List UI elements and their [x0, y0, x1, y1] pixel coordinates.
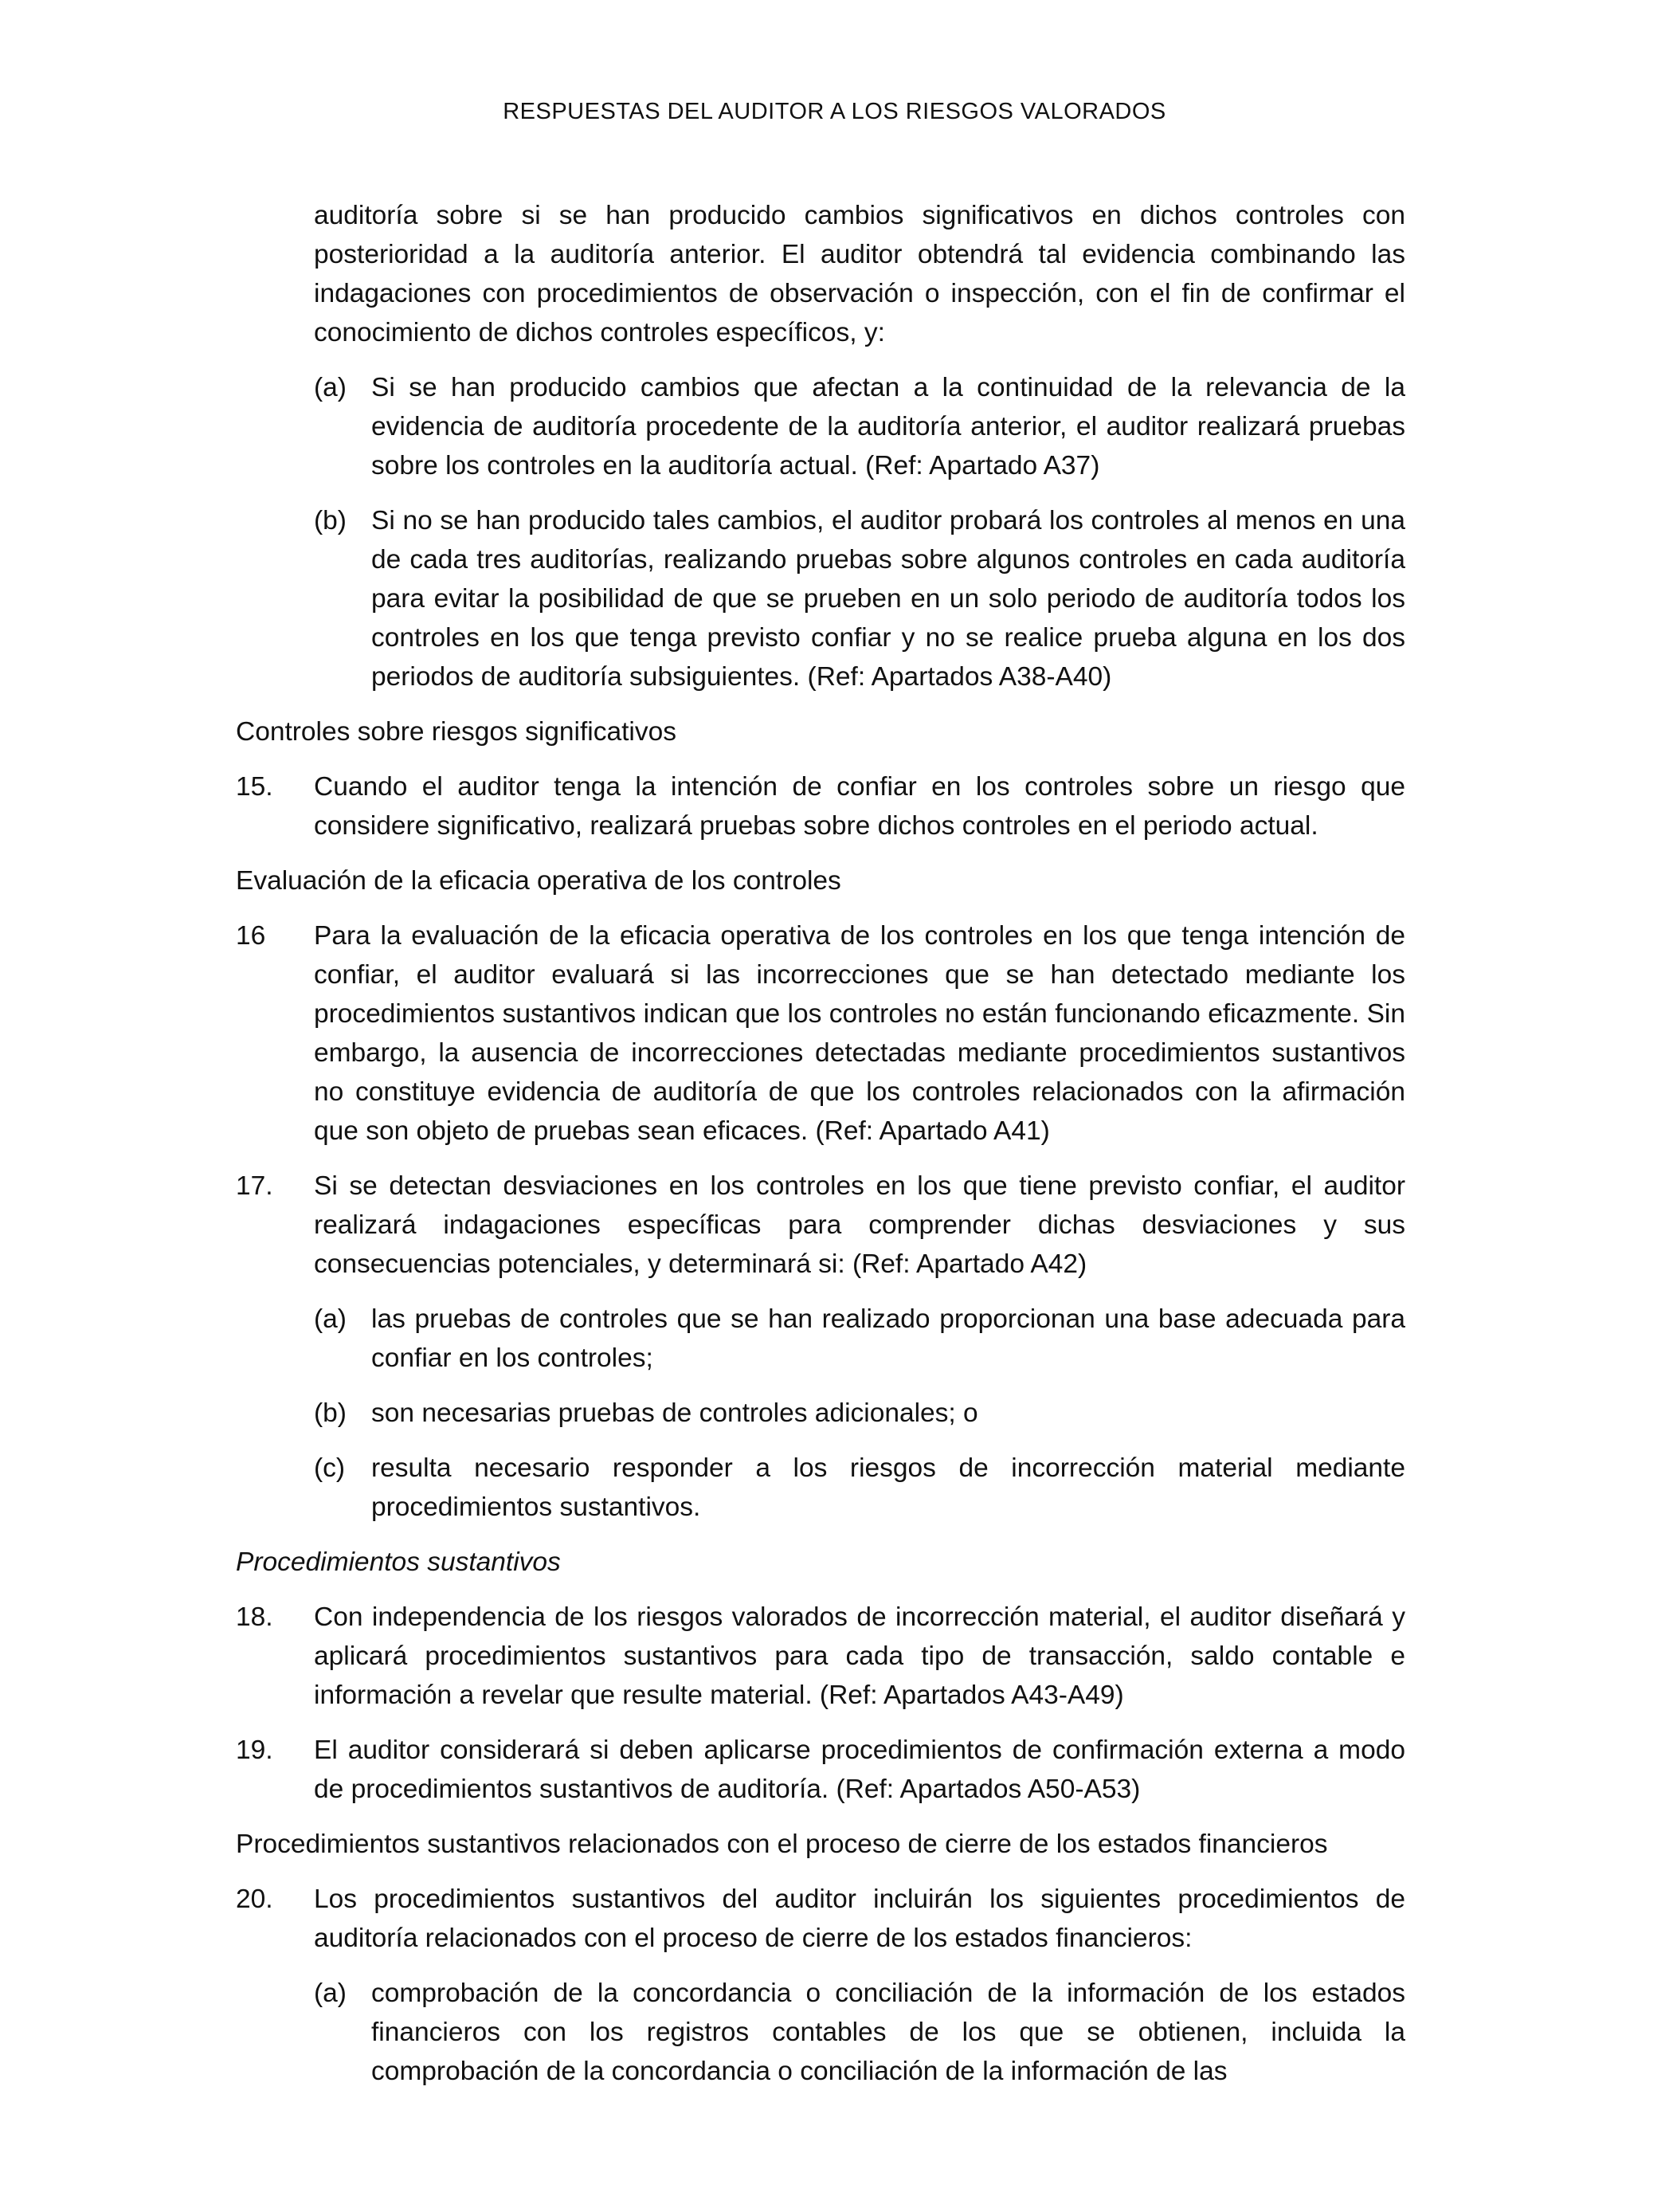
numbered-paragraph	[236, 1880, 1405, 1958]
paragraph-number: 19.	[236, 1735, 273, 1765]
paragraph-text: Cuando el auditor tenga la intención de confiar en los controles sobre un riesgo que considere significativo, realizará pruebas sobre dichos controles en el periodo actual.	[314, 772, 1405, 841]
section-heading: Evaluación de la eficacia operativa de los controles	[236, 866, 841, 896]
numbered-paragraph	[236, 1731, 1405, 1809]
numbered-paragraph	[236, 1167, 1405, 1284]
list-item-label: (a)	[314, 1304, 347, 1334]
list-item-text: resulta necesario responder a los riesgos de incorrección material mediante procedimientos sustantivos.	[371, 1453, 1405, 1522]
list-item-label: (c)	[314, 1453, 346, 1483]
list-item-label: (b)	[314, 1398, 347, 1428]
paragraph-number: 18.	[236, 1602, 273, 1632]
section-heading: Controles sobre riesgos significativos	[236, 717, 676, 747]
list-item-text: las pruebas de controles que se han realizado proporcionan una base adecuada para confiar en los controles;	[371, 1304, 1405, 1373]
intro-paragraph: auditoría sobre si se han producido cambios significativos en dichos controles con posterioridad a la auditoría anterior. El auditor obtendrá tal evidencia combinando las indagaciones con procedimientos de observación o inspección, con el fin de confirmar el conocimiento de dichos controles específicos, y:	[314, 201, 1405, 347]
list-item-text: Si se han producido cambios que afectan a la continuidad de la relevancia de la evidencia de auditoría procedente de la auditoría anterior, el auditor realizará pruebas sobre los controles en la auditoría actual. (Ref: Apartado A37)	[371, 373, 1405, 480]
paragraph-text: Si se detectan desviaciones en los controles en los que tiene previsto confiar, el auditor realizará indagaciones específicas para comprender dichas desviaciones y sus consecuencias potenciales, y determinará si: (Ref: Apartado A42)	[314, 1171, 1405, 1279]
list-item	[314, 1974, 1405, 2091]
section-heading: Procedimientos sustantivos relacionados con el proceso de cierre de los estados financieros	[236, 1830, 1328, 1859]
list-item	[314, 1300, 1405, 1378]
paragraph-text: Con independencia de los riesgos valorados de incorrección material, el auditor diseñará y aplicará procedimientos sustantivos para cada tipo de transacción, saldo contable e información a revelar que resulte material. (Ref: Apartados A43-A49)	[314, 1602, 1405, 1710]
paragraph-number: 17.	[236, 1171, 273, 1201]
list-item	[314, 368, 1405, 485]
list-item-text: son necesarias pruebas de controles adicionales; o	[371, 1398, 978, 1428]
list-item	[314, 501, 1405, 696]
list-item-text: Si no se han producido tales cambios, el auditor probará los controles al menos en una de cada tres auditorías, realizando pruebas sobre algunos controles en cada auditoría para evitar la posibilidad de que se prueben en un solo periodo de auditoría todos los controles en los que tenga previsto confiar y no se realice prueba alguna en los dos periodos de auditoría subsiguientes. (Ref: Apartados A38-A40)	[371, 506, 1405, 692]
running-header: RESPUESTAS DEL AUDITOR A LOS RIESGOS VALORADOS	[503, 99, 1166, 124]
paragraph-number: 15.	[236, 772, 273, 802]
paragraph-text: El auditor considerará si deben aplicarse procedimientos de confirmación externa a modo de procedimientos sustantivos de auditoría. (Ref: Apartados A50-A53)	[314, 1735, 1405, 1804]
list-item-text: comprobación de la concordancia o conciliación de la información de los estados financieros con los registros contables de los que se obtienen, incluida la comprobación de la concordancia o conciliación de la información de las	[371, 1979, 1405, 2086]
paragraph-number: 16	[236, 921, 266, 951]
paragraph-text: Los procedimientos sustantivos del auditor incluirán los siguientes procedimientos de auditoría relacionados con el proceso de cierre de los estados financieros:	[314, 1885, 1405, 1953]
list-item	[314, 1394, 1405, 1433]
section-heading: Procedimientos sustantivos	[236, 1547, 561, 1577]
document-body	[236, 196, 1405, 2107]
list-item-label: (a)	[314, 373, 347, 402]
paragraph-number: 20.	[236, 1885, 273, 1914]
list-item-label: (b)	[314, 506, 347, 535]
list-item	[314, 1449, 1405, 1527]
paragraph-text: Para la evaluación de la eficacia operativa de los controles en los que tenga intención de confiar, el auditor evaluará si las incorrecciones que se han detectado mediante los procedimientos sustantivos indican que los controles no están funcionando eficazmente. Sin embargo, la ausencia de incorrecciones detectadas mediante procedimientos sustantivos no constituye evidencia de auditoría de que los controles relacionados con la afirmación que son objeto de pruebas sean eficaces. (Ref: Apartado A41)	[314, 921, 1405, 1146]
numbered-paragraph	[236, 767, 1405, 845]
numbered-paragraph	[236, 916, 1405, 1151]
list-item-label: (a)	[314, 1979, 347, 2008]
numbered-paragraph	[236, 1598, 1405, 1715]
